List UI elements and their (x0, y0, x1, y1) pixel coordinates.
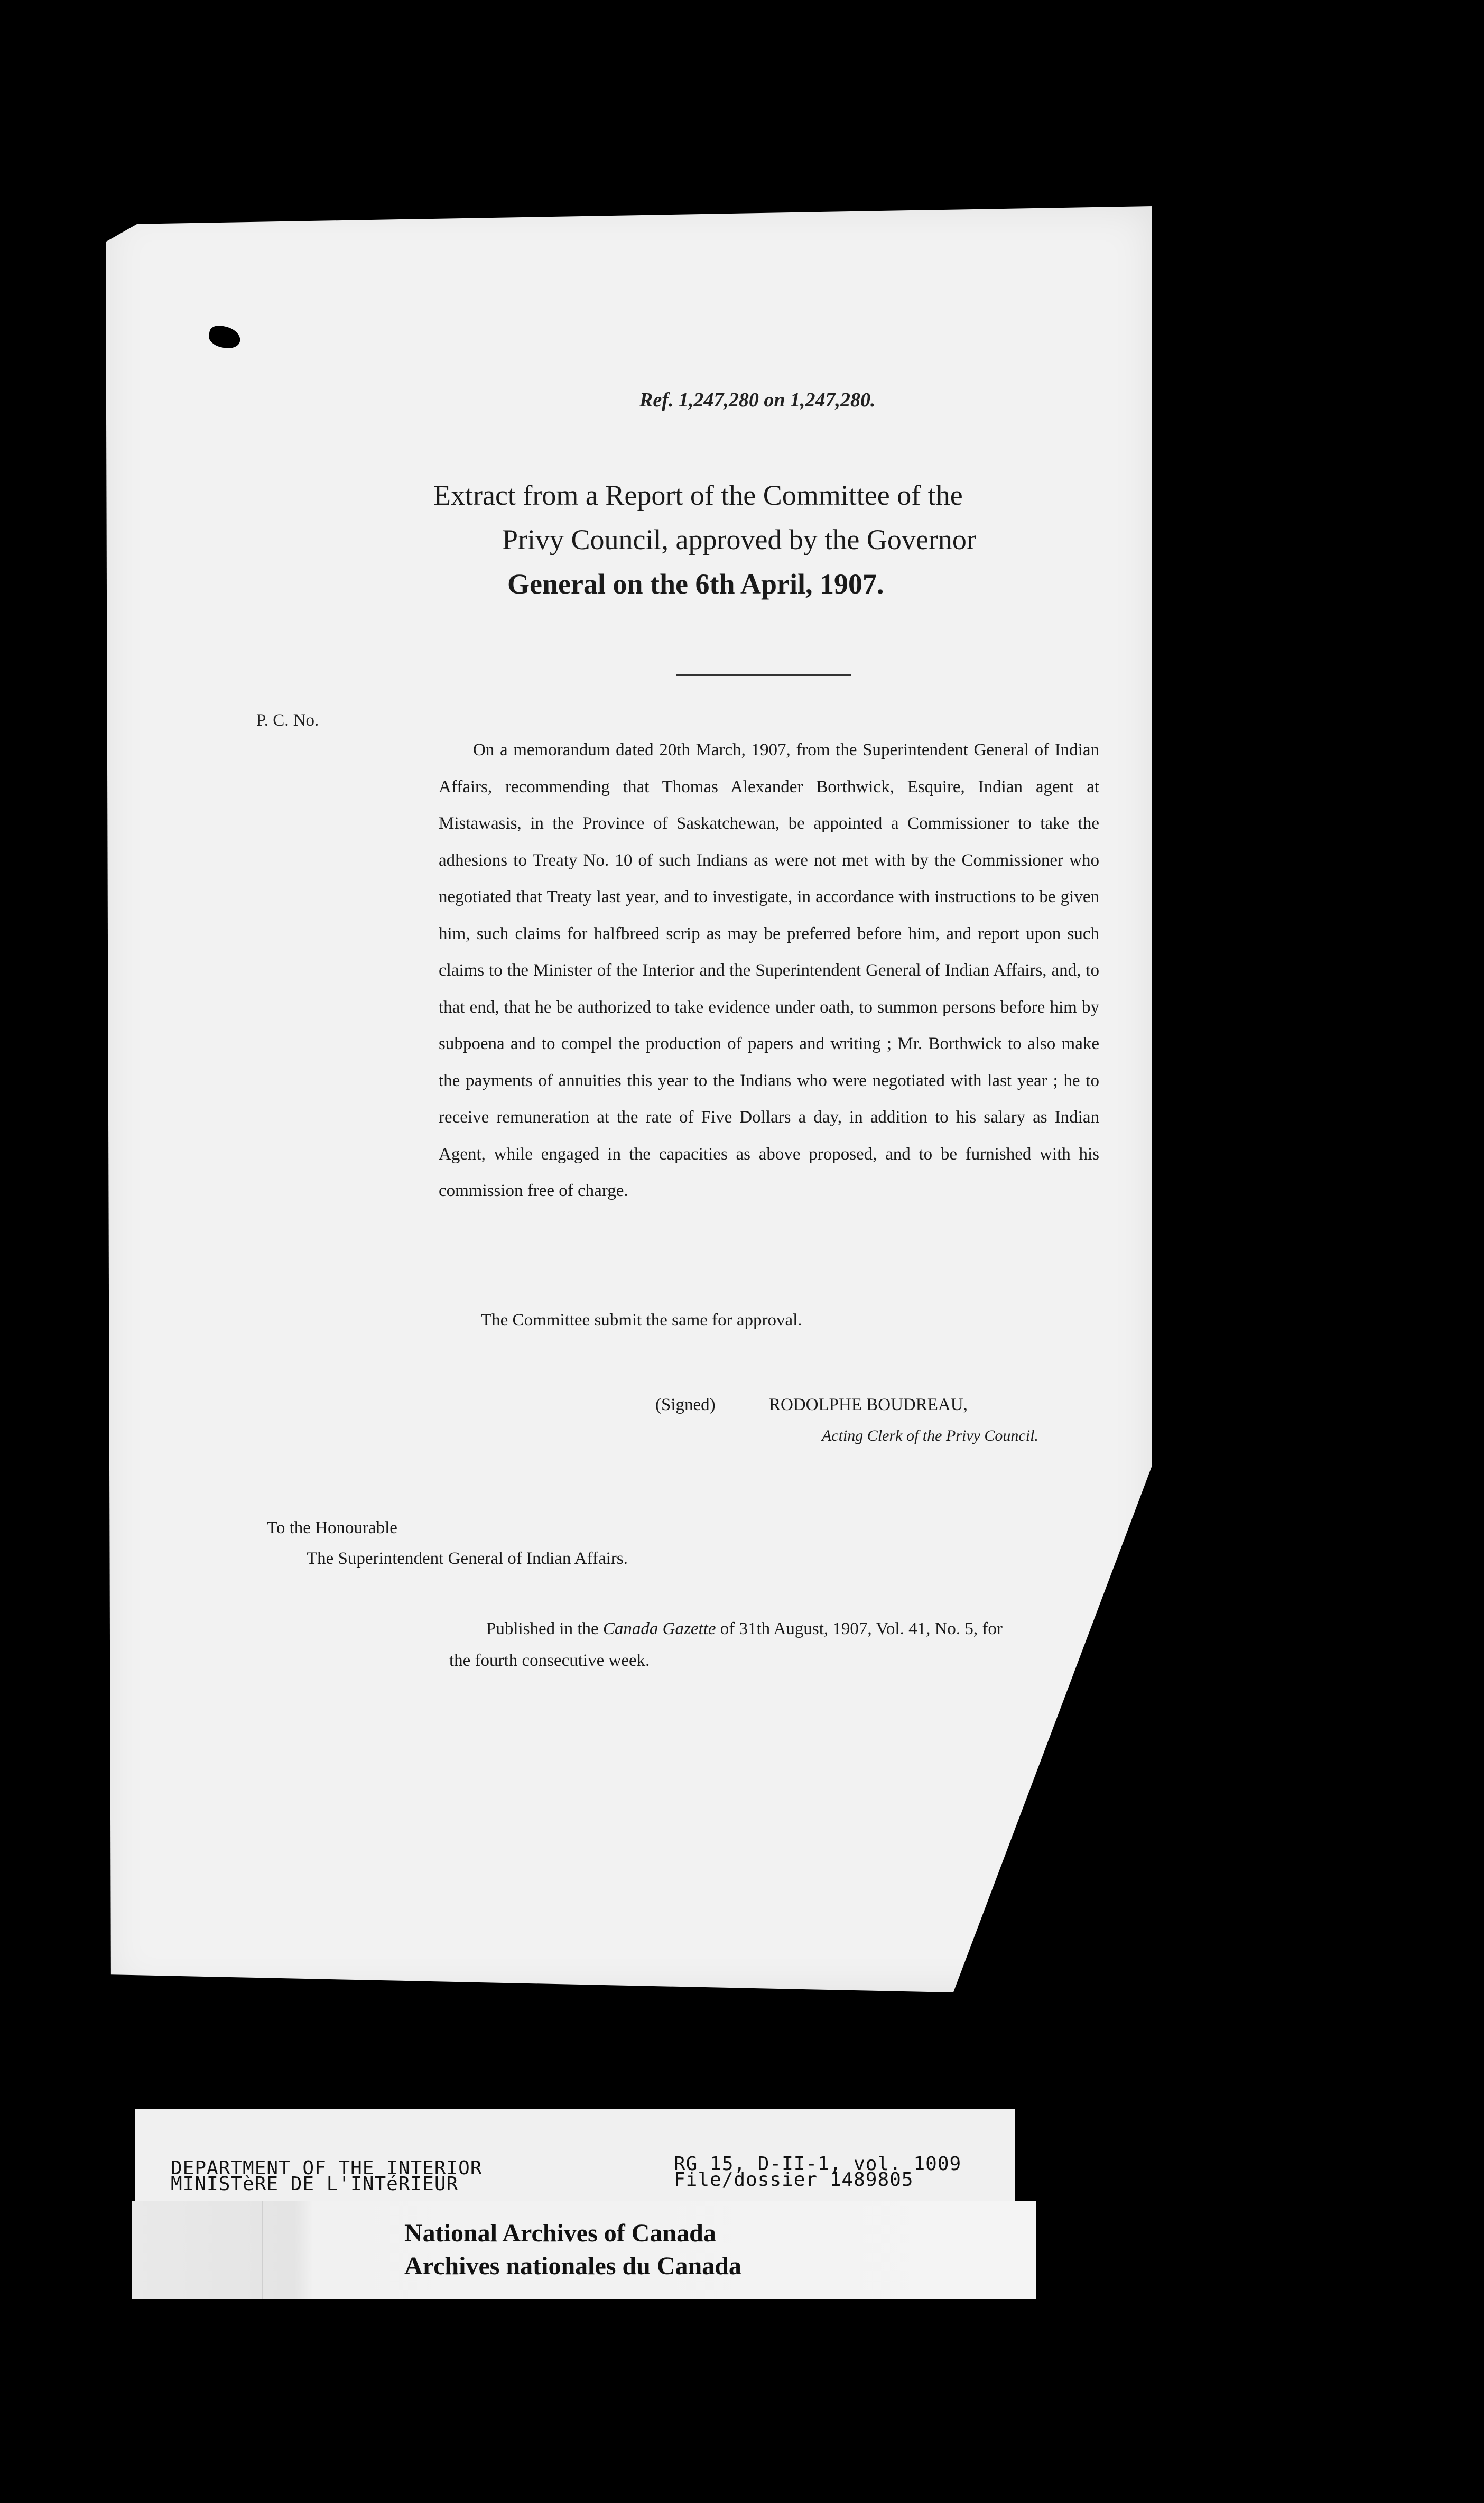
document-title (433, 473, 1094, 606)
archive-label-strip (135, 2109, 1015, 2201)
publication-suffix: of 31th August, 1907, Vol. 41, No. 5, for (720, 1619, 1003, 1638)
addressee-line-2: The Superintendent General of Indian Affairs. (307, 1549, 628, 1568)
memorandum-body: On a memorandum dated 20th March, 1907, from the Superintendent General of Indian Affairs, recommending that Thomas Alexander Borthwick, Esquire, Indian agent at Mistawasis, in the Province of Saskatchewan, be appointed a Commissioner to take the adhesions to Treaty No. 10 of such Indians as were not met with by the Commissioner who negotiated that Treaty last year, and to investigate, in accordance with instructions to be given him, such claims for halfbreed scrip as may be preferred before him, and report upon such claims to the Minister of the Interior and the Superintendent General of Indian Affairs, and, to that end, that he be authorized to take evidence under oath, to summon persons before him by subpoena and to compel the production of papers and writing ; Mr. Borthwick to also make the payments of annuities this year to the Indians who were negotiated with last year ; he to receive remuneration at the rate of Five Dollars a day, in addition to his salary as Indian Agent, while engaged in the capacities as above proposed, and to be furnished with his commission free of charge. (439, 740, 1099, 1200)
pc-number-label: P. C. No. (256, 711, 319, 730)
title-divider (676, 674, 851, 676)
title-line-3: General on the 6th April, 1907. (507, 568, 884, 600)
publication-line-1 (449, 1613, 1110, 1645)
reference-number: Ref. 1,247,280 on 1,247,280. (639, 389, 876, 411)
addressee-line-1: To the Honourable (267, 1518, 397, 1537)
signer-title: Acting Clerk of the Privy Council. (822, 1427, 1038, 1444)
department-fr: MINISTèRE DE L'INTéRIEUR (171, 2173, 459, 2195)
file-reference-label (674, 2153, 962, 2191)
archives-stamp-strip (132, 2201, 1036, 2299)
title-line-2: Privy Council, approved by the Governor (502, 524, 976, 555)
publication-prefix: Published in the (486, 1619, 599, 1638)
publication-note (449, 1613, 1110, 1676)
addressee-block (267, 1513, 628, 1574)
signed-label: (Signed) (655, 1395, 716, 1414)
department-label (171, 2157, 483, 2195)
archives-fr: Archives nationales du Canada (404, 2252, 741, 2280)
approval-line: The Committee submit the same for approval. (481, 1311, 802, 1330)
archives-stamp-text (404, 2217, 741, 2283)
gazette-name: Canada Gazette (602, 1619, 716, 1638)
department-en: DEPARTMENT OF THE INTERIOR (171, 2157, 483, 2179)
file-number: File/dossier 1489805 (674, 2169, 914, 2191)
publication-line-2: the fourth consecutive week. (449, 1651, 650, 1670)
record-group: RG 15, D-II-1, vol. 1009 (674, 2153, 962, 2175)
archives-en: National Archives of Canada (404, 2219, 716, 2247)
signer-name: RODOLPHE BOUDREAU, (769, 1395, 968, 1414)
title-line-1: Extract from a Report of the Committee of the (433, 479, 963, 511)
